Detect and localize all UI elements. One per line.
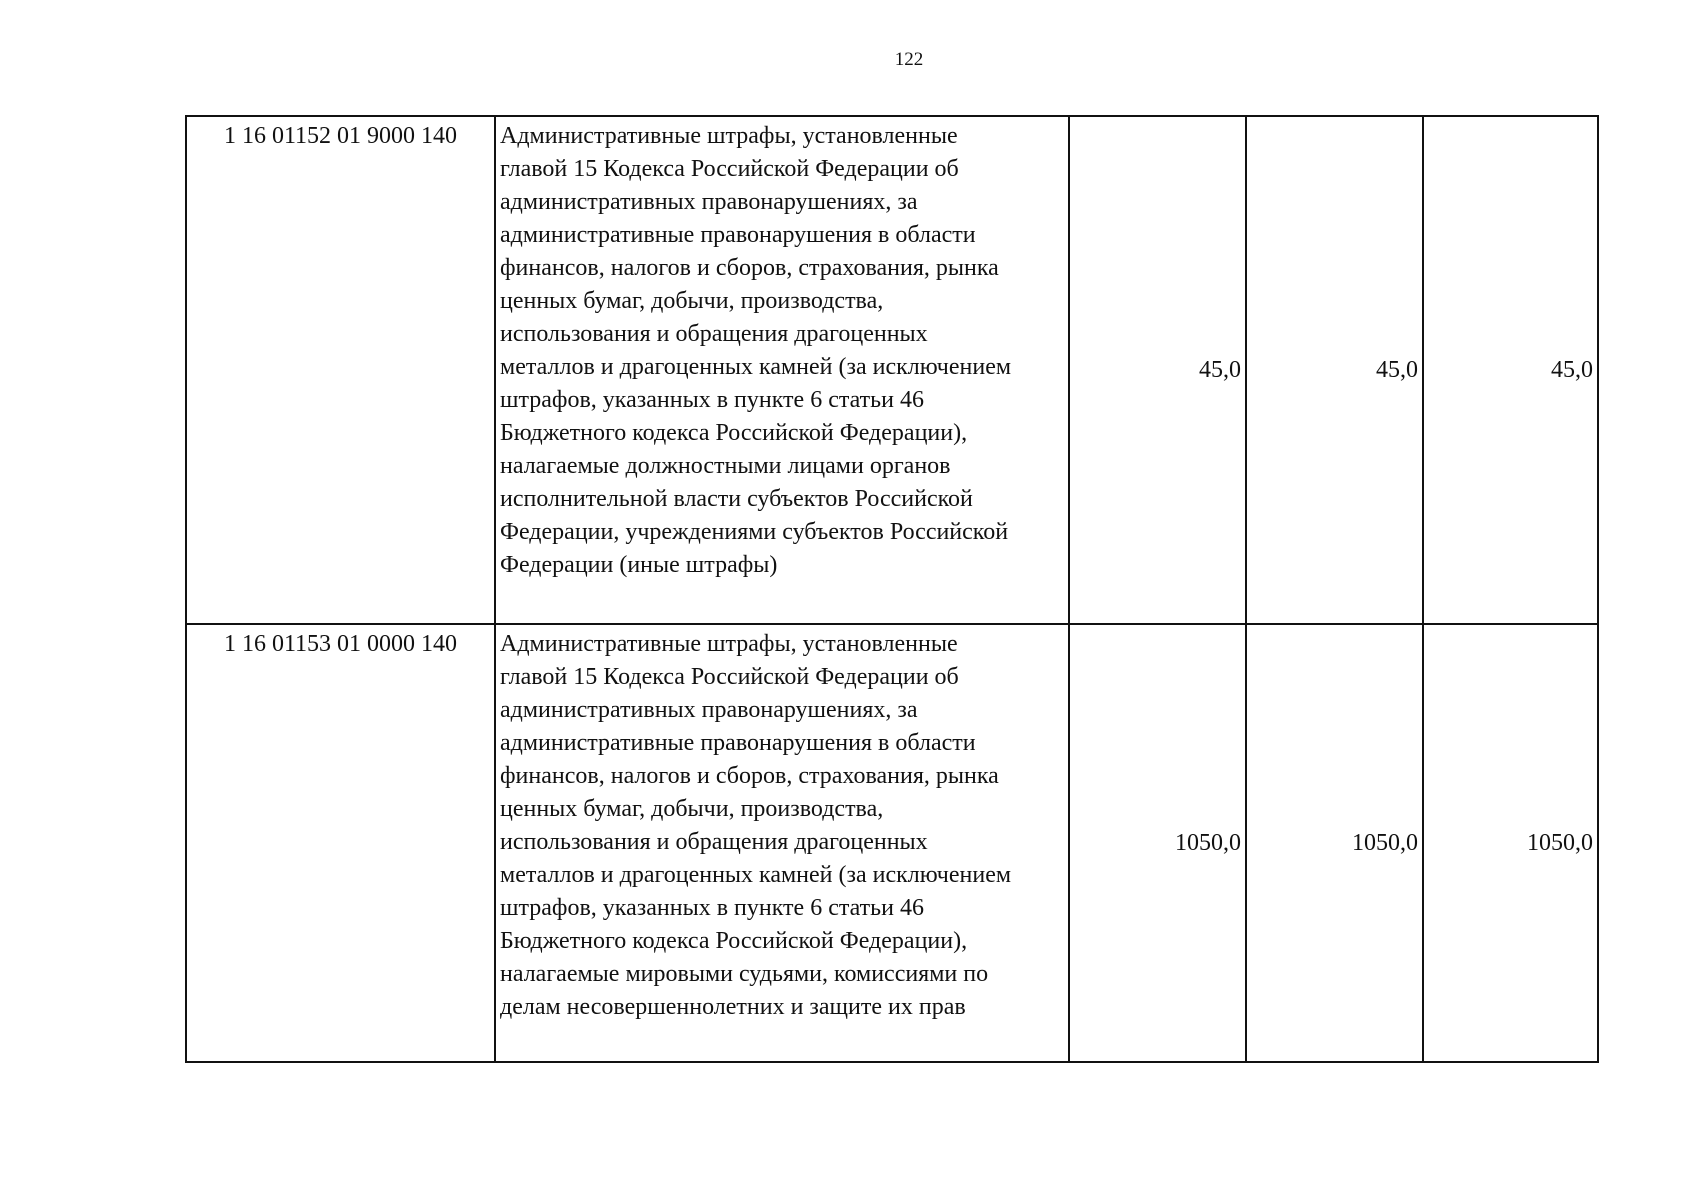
value-cell-year-1: [1069, 116, 1246, 624]
description-cell: [495, 624, 1069, 1062]
description-text: Административные штрафы, установленные главой 15 Кодекса Российской Федерации об административных правонарушениях, за административные правонарушения в области финансов, налогов и сборов, страхования, рынка ценных бумаг, добычи, производства, использования и обращения драгоценных металлов и драгоценных камней (за исключением штрафов, указанных в пункте 6 статьи 46 Бюджетного кодекса Российской Федерации), налагаемые мировыми судьями, комиссиями по делам несовершеннолетних и защите их прав: [500, 631, 1012, 1020]
budget-table: [185, 115, 1599, 1063]
table-row: [186, 116, 1598, 624]
value-year-3: 45,0: [1551, 356, 1593, 383]
value-year-1: 1050,0: [1175, 829, 1241, 856]
value-cell-year-3: [1423, 624, 1598, 1062]
value-year-3: 1050,0: [1527, 829, 1593, 856]
budget-code: 1 16 01153 01 0000 140: [223, 631, 458, 657]
page-number: 122: [894, 49, 924, 70]
budget-code: 1 16 01152 01 9000 140: [223, 123, 458, 149]
value-cell-year-1: [1069, 624, 1246, 1062]
value-cell-year-2: [1246, 116, 1423, 624]
description-cell: [495, 116, 1069, 624]
table-row: [186, 624, 1598, 1062]
budget-code-cell: [186, 116, 495, 624]
value-year-2: 45,0: [1376, 356, 1418, 383]
value-year-2: 1050,0: [1352, 829, 1418, 856]
value-year-1: 45,0: [1199, 356, 1241, 383]
budget-code-cell: [186, 624, 495, 1062]
value-cell-year-2: [1246, 624, 1423, 1062]
value-cell-year-3: [1423, 116, 1598, 624]
description-text: Административные штрафы, установленные главой 15 Кодекса Российской Федерации об административных правонарушениях, за административные правонарушения в области финансов, налогов и сборов, страхования, рынка ценных бумаг, добычи, производства, использования и обращения драгоценных металлов и драгоценных камней (за исключением штрафов, указанных в пункте 6 статьи 46 Бюджетного кодекса Российской Федерации), налагаемые должностными лицами органов исполнительной власти субъектов Российской Федерации, учреждениями субъектов Российской Федерации (иные штрафы): [500, 123, 1012, 578]
